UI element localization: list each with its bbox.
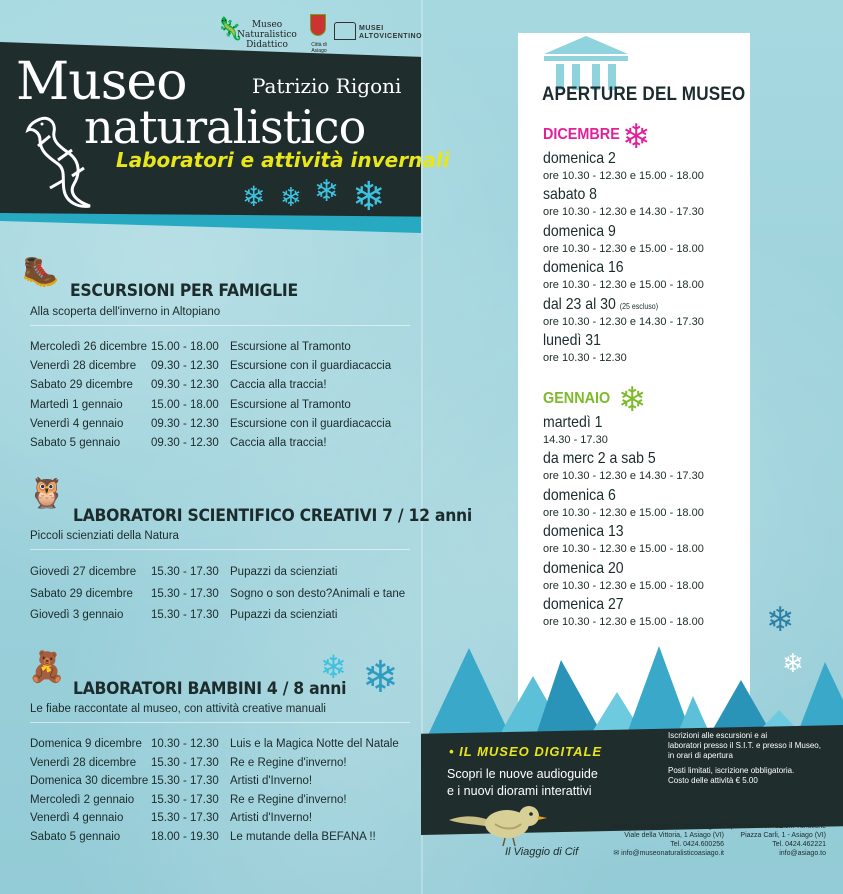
row-time: 15.30 - 17.30 bbox=[151, 812, 219, 825]
bird-icon bbox=[445, 800, 555, 848]
museo-logo-line2: Naturalistico bbox=[237, 30, 297, 40]
snowflake-icon: ❄ bbox=[352, 175, 386, 219]
escursioni-subtitle: Alla scoperta dell'inverno in Altopiano bbox=[30, 306, 221, 318]
row-date: Sabato 29 dicembre bbox=[30, 379, 133, 392]
table-row bbox=[30, 563, 415, 581]
contact-museo-email[interactable]: info@museonaturalisticoasiago.it bbox=[621, 850, 724, 857]
opening-day-label: dal 23 al 30 bbox=[543, 295, 616, 313]
opening-day-label: domenica 2 bbox=[543, 150, 616, 167]
digitale-text bbox=[447, 766, 598, 800]
opening-day bbox=[543, 450, 656, 468]
snowflake-icon: ❄ bbox=[320, 649, 347, 685]
table-row bbox=[30, 809, 415, 827]
opening-day-label: domenica 6 bbox=[543, 486, 616, 504]
opening-day-label: domenica 16 bbox=[543, 259, 624, 277]
snowflake-icon: ❄ bbox=[242, 181, 266, 212]
museo-logo-line3: Didattico bbox=[246, 40, 288, 50]
row-time: 15.00 - 18.00 bbox=[151, 398, 219, 411]
row-activity: Caccia alla traccia! bbox=[230, 379, 327, 392]
row-date: Sabato 5 gennaio bbox=[30, 831, 121, 843]
museo-logo-line1: Museo bbox=[251, 20, 283, 30]
opening-day-label: da merc 2 a sab 5 bbox=[543, 450, 656, 468]
opening-day bbox=[543, 186, 597, 204]
table-row bbox=[30, 606, 415, 624]
row-time: 10.30 - 12.30 bbox=[151, 738, 219, 750]
contact-museo bbox=[600, 822, 724, 858]
contact-sportello-line1: Sportello Informazioni Turistiche bbox=[726, 823, 826, 830]
row-date: Sabato 29 dicembre bbox=[30, 587, 133, 600]
row-activity: Escursione con il guardiacaccia bbox=[230, 417, 392, 430]
shield-icon bbox=[310, 14, 326, 36]
musei-logo bbox=[334, 20, 423, 44]
contact-museo-line3: Tel. 0424.600256 bbox=[670, 841, 724, 848]
row-time: 15.30 - 17.30 bbox=[151, 587, 219, 600]
row-time: 15.00 - 18.00 bbox=[151, 341, 219, 353]
row-activity: Caccia alla traccia! bbox=[230, 437, 327, 449]
row-activity: Le mutande della BEFANA !! bbox=[230, 831, 376, 843]
snowflake-icon: ❄ bbox=[782, 648, 804, 678]
contact-sportello bbox=[722, 822, 826, 858]
digitale-line1: Scopri le nuove audioguide bbox=[447, 767, 598, 781]
tagline: Laboratori e attività invernali bbox=[116, 148, 450, 172]
row-date: Domenica 9 dicembre bbox=[30, 738, 142, 750]
opening-hours: ore 10.30 - 12.30 e 15.00 - 18.00 bbox=[543, 579, 704, 592]
opening-day-label: lunedì 31 bbox=[543, 332, 601, 349]
bird-caption: Il Viaggio di Cif bbox=[505, 846, 579, 858]
contact-museo-line2: Viale della Vittoria, 1 Asiago (VI) bbox=[624, 832, 724, 839]
row-activity: Escursione con il guardiacaccia bbox=[230, 360, 392, 373]
row-activity: Pupazzi da scienziati bbox=[230, 609, 338, 621]
opening-day bbox=[543, 523, 624, 541]
row-time: 15.30 - 17.30 bbox=[151, 775, 219, 788]
row-time: 15.30 - 17.30 bbox=[151, 756, 219, 769]
title-patrizio-rigoni: Patrizio Rigoni bbox=[252, 74, 402, 98]
digitale-line2: e i nuovi diorami interattivi bbox=[447, 784, 592, 798]
table-row bbox=[30, 338, 415, 356]
opening-day bbox=[543, 596, 624, 614]
table-row bbox=[30, 735, 415, 753]
opening-hours: ore 10.30 - 12.30 e 15.00 - 18.00 bbox=[543, 242, 704, 255]
teddy-bear-icon: 🧸 bbox=[28, 651, 66, 684]
divider bbox=[30, 722, 410, 723]
info-line1: Iscrizioni alle escursioni e ai bbox=[668, 731, 768, 740]
table-row bbox=[30, 828, 415, 846]
table-row bbox=[30, 791, 415, 809]
escursioni-title: ESCURSIONI PER FAMIGLIE bbox=[70, 281, 298, 301]
opening-day-label: domenica 27 bbox=[543, 596, 624, 613]
row-time: 18.00 - 19.30 bbox=[151, 831, 219, 843]
row-time: 09.30 - 12.30 bbox=[151, 360, 219, 373]
museo-logo bbox=[216, 12, 298, 56]
row-date: Venerdì 28 dicembre bbox=[30, 360, 137, 373]
snowflake-icon: ❄ bbox=[618, 381, 647, 419]
opening-hours: ore 10.30 - 12.30 e 15.00 - 18.00 bbox=[543, 543, 704, 556]
contact-museo-line1: Museo Naturalistico "Patrizio Rigoni" bbox=[610, 823, 724, 830]
opening-day bbox=[543, 296, 658, 314]
row-activity: Artisti d'Inverno! bbox=[230, 812, 313, 825]
opening-hours: ore 10.30 - 12.30 e 14.30 - 17.30 bbox=[543, 470, 704, 483]
scientifici-subtitle: Piccoli scienziati della Natura bbox=[30, 530, 179, 542]
asiago-logo-text: Città di Asiago bbox=[311, 42, 327, 54]
row-time: 09.30 - 12.30 bbox=[151, 437, 219, 449]
opening-hours: ore 10.30 - 12.30 e 15.00 - 18.00 bbox=[543, 170, 704, 182]
title-museo: Museo bbox=[16, 52, 187, 112]
row-time: 15.30 - 17.30 bbox=[151, 609, 219, 621]
opening-day-label: domenica 20 bbox=[543, 559, 624, 577]
row-date: Venerdì 4 gennaio bbox=[30, 812, 124, 825]
row-date: Martedì 1 gennaio bbox=[30, 398, 123, 411]
opening-hours: 14.30 - 17.30 bbox=[543, 434, 608, 446]
scientifici-title: LABORATORI SCIENTIFICO CREATIVI 7 / 12 anni bbox=[73, 506, 473, 526]
hiking-boot-icon: 🥾 bbox=[22, 255, 60, 288]
opening-day-label: domenica 9 bbox=[543, 222, 616, 240]
snowflake-icon: ❄ bbox=[766, 601, 795, 639]
bambini-subtitle: Le fiabe raccontate al museo, con attività creative manuali bbox=[30, 703, 326, 715]
snowflake-icon: ❄ bbox=[280, 182, 302, 212]
lizard-logo-icon: 🦎 bbox=[216, 16, 244, 41]
musei-logo-line1: MUSEI bbox=[359, 25, 384, 32]
row-time: 09.30 - 12.30 bbox=[151, 417, 219, 430]
snowflake-icon: ❄ bbox=[314, 175, 340, 208]
contact-sportello-email[interactable]: info@asiago.to bbox=[779, 850, 826, 857]
row-activity: Re e Regine d'inverno! bbox=[230, 793, 347, 806]
divider bbox=[30, 325, 410, 326]
info-line5: Costo delle attività € 5.00 bbox=[668, 776, 758, 785]
row-activity: Escursione al Tramonto bbox=[230, 398, 351, 411]
snowflake-icon: ❄ bbox=[362, 653, 399, 702]
opening-day bbox=[543, 487, 616, 505]
divider bbox=[30, 549, 410, 550]
digitale-title: • IL MUSEO DIGITALE bbox=[449, 744, 603, 759]
table-row bbox=[30, 772, 415, 790]
lizard-icon bbox=[18, 110, 108, 210]
opening-day-label: domenica 13 bbox=[543, 523, 624, 541]
table-row bbox=[30, 415, 415, 433]
row-date: Sabato 5 gennaio bbox=[30, 437, 121, 449]
opening-day bbox=[543, 414, 602, 432]
opening-day bbox=[543, 150, 616, 168]
opening-day bbox=[543, 223, 616, 241]
row-date: Giovedì 3 gennaio bbox=[30, 609, 124, 621]
bambini-title: LABORATORI BAMBINI 4 / 8 anni bbox=[73, 679, 347, 699]
row-activity: Sogno o son desto?Animali e tane bbox=[230, 587, 406, 600]
table-row bbox=[30, 396, 415, 414]
owl-icon: 🦉 bbox=[28, 477, 66, 510]
aperture-title: APERTURE DEL MUSEO bbox=[542, 84, 746, 105]
table-row bbox=[30, 376, 415, 394]
row-activity: Artisti d'Inverno! bbox=[230, 775, 313, 788]
month-gennaio: GENNAIO bbox=[543, 390, 611, 407]
asiago-logo bbox=[304, 14, 332, 54]
opening-hours: ore 10.30 - 12.30 bbox=[543, 352, 627, 364]
table-row bbox=[30, 434, 415, 452]
row-time: 15.30 - 17.30 bbox=[151, 566, 219, 578]
opening-day bbox=[543, 332, 601, 350]
info-line3: in orari di apertura bbox=[668, 751, 733, 760]
musei-logo-line2: ALTOVICENTINO bbox=[359, 33, 423, 40]
info-text bbox=[668, 731, 828, 786]
row-activity: Escursione al Tramonto bbox=[230, 341, 351, 353]
snowflake-icon: ❄ bbox=[622, 118, 651, 156]
opening-hours: ore 10.30 - 12.30 e 14.30 - 17.30 bbox=[543, 206, 704, 219]
info-line2: laboratori presso il S.I.T. e presso il Museo, bbox=[668, 741, 821, 750]
table-row bbox=[30, 585, 415, 603]
opening-day-note: (25 escluso) bbox=[619, 301, 659, 311]
opening-hours: ore 10.30 - 12.30 e 15.00 - 18.00 bbox=[543, 616, 704, 628]
opening-day-label: sabato 8 bbox=[543, 186, 598, 204]
contact-sportello-line3: Tel. 0424.462221 bbox=[772, 841, 826, 848]
row-date: Giovedì 27 dicembre bbox=[30, 566, 137, 578]
opening-day bbox=[543, 560, 624, 578]
contact-sportello-line2: Piazza Carli, 1 - Asiago (VI) bbox=[740, 832, 826, 839]
row-activity: Re e Regine d'inverno! bbox=[230, 756, 347, 769]
title-naturalistico: naturalistico bbox=[84, 100, 366, 154]
opening-hours: ore 10.30 - 12.30 e 15.00 - 18.00 bbox=[543, 279, 704, 292]
logo-strip bbox=[216, 12, 421, 56]
opening-hours: ore 10.30 - 12.30 e 15.00 - 18.00 bbox=[543, 506, 704, 519]
envelope-icon: ✉ bbox=[613, 850, 622, 857]
row-activity: Luis e la Magica Notte del Natale bbox=[230, 738, 399, 750]
opening-hours: ore 10.30 - 12.30 e 14.30 - 17.30 bbox=[543, 315, 704, 328]
row-date: Mercoledì 26 dicembre bbox=[30, 341, 147, 353]
row-activity: Pupazzi da scienziati bbox=[230, 566, 338, 578]
opening-day-label: martedì 1 bbox=[543, 414, 603, 431]
row-date: Venerdì 4 gennaio bbox=[30, 417, 124, 430]
table-row bbox=[30, 357, 415, 375]
info-line4: Posti limitati, iscrizione obbligatoria. bbox=[668, 766, 795, 775]
row-date: Domenica 30 dicembre bbox=[30, 775, 149, 788]
table-row bbox=[30, 754, 415, 772]
museum-frame-icon bbox=[334, 22, 356, 40]
row-date: Venerdì 28 dicembre bbox=[30, 756, 137, 769]
row-time: 15.30 - 17.30 bbox=[151, 793, 219, 806]
opening-day bbox=[543, 259, 624, 277]
month-dicembre: DICEMBRE bbox=[543, 126, 620, 143]
row-date: Mercoledì 2 gennaio bbox=[30, 793, 135, 806]
row-time: 09.30 - 12.30 bbox=[151, 379, 219, 392]
